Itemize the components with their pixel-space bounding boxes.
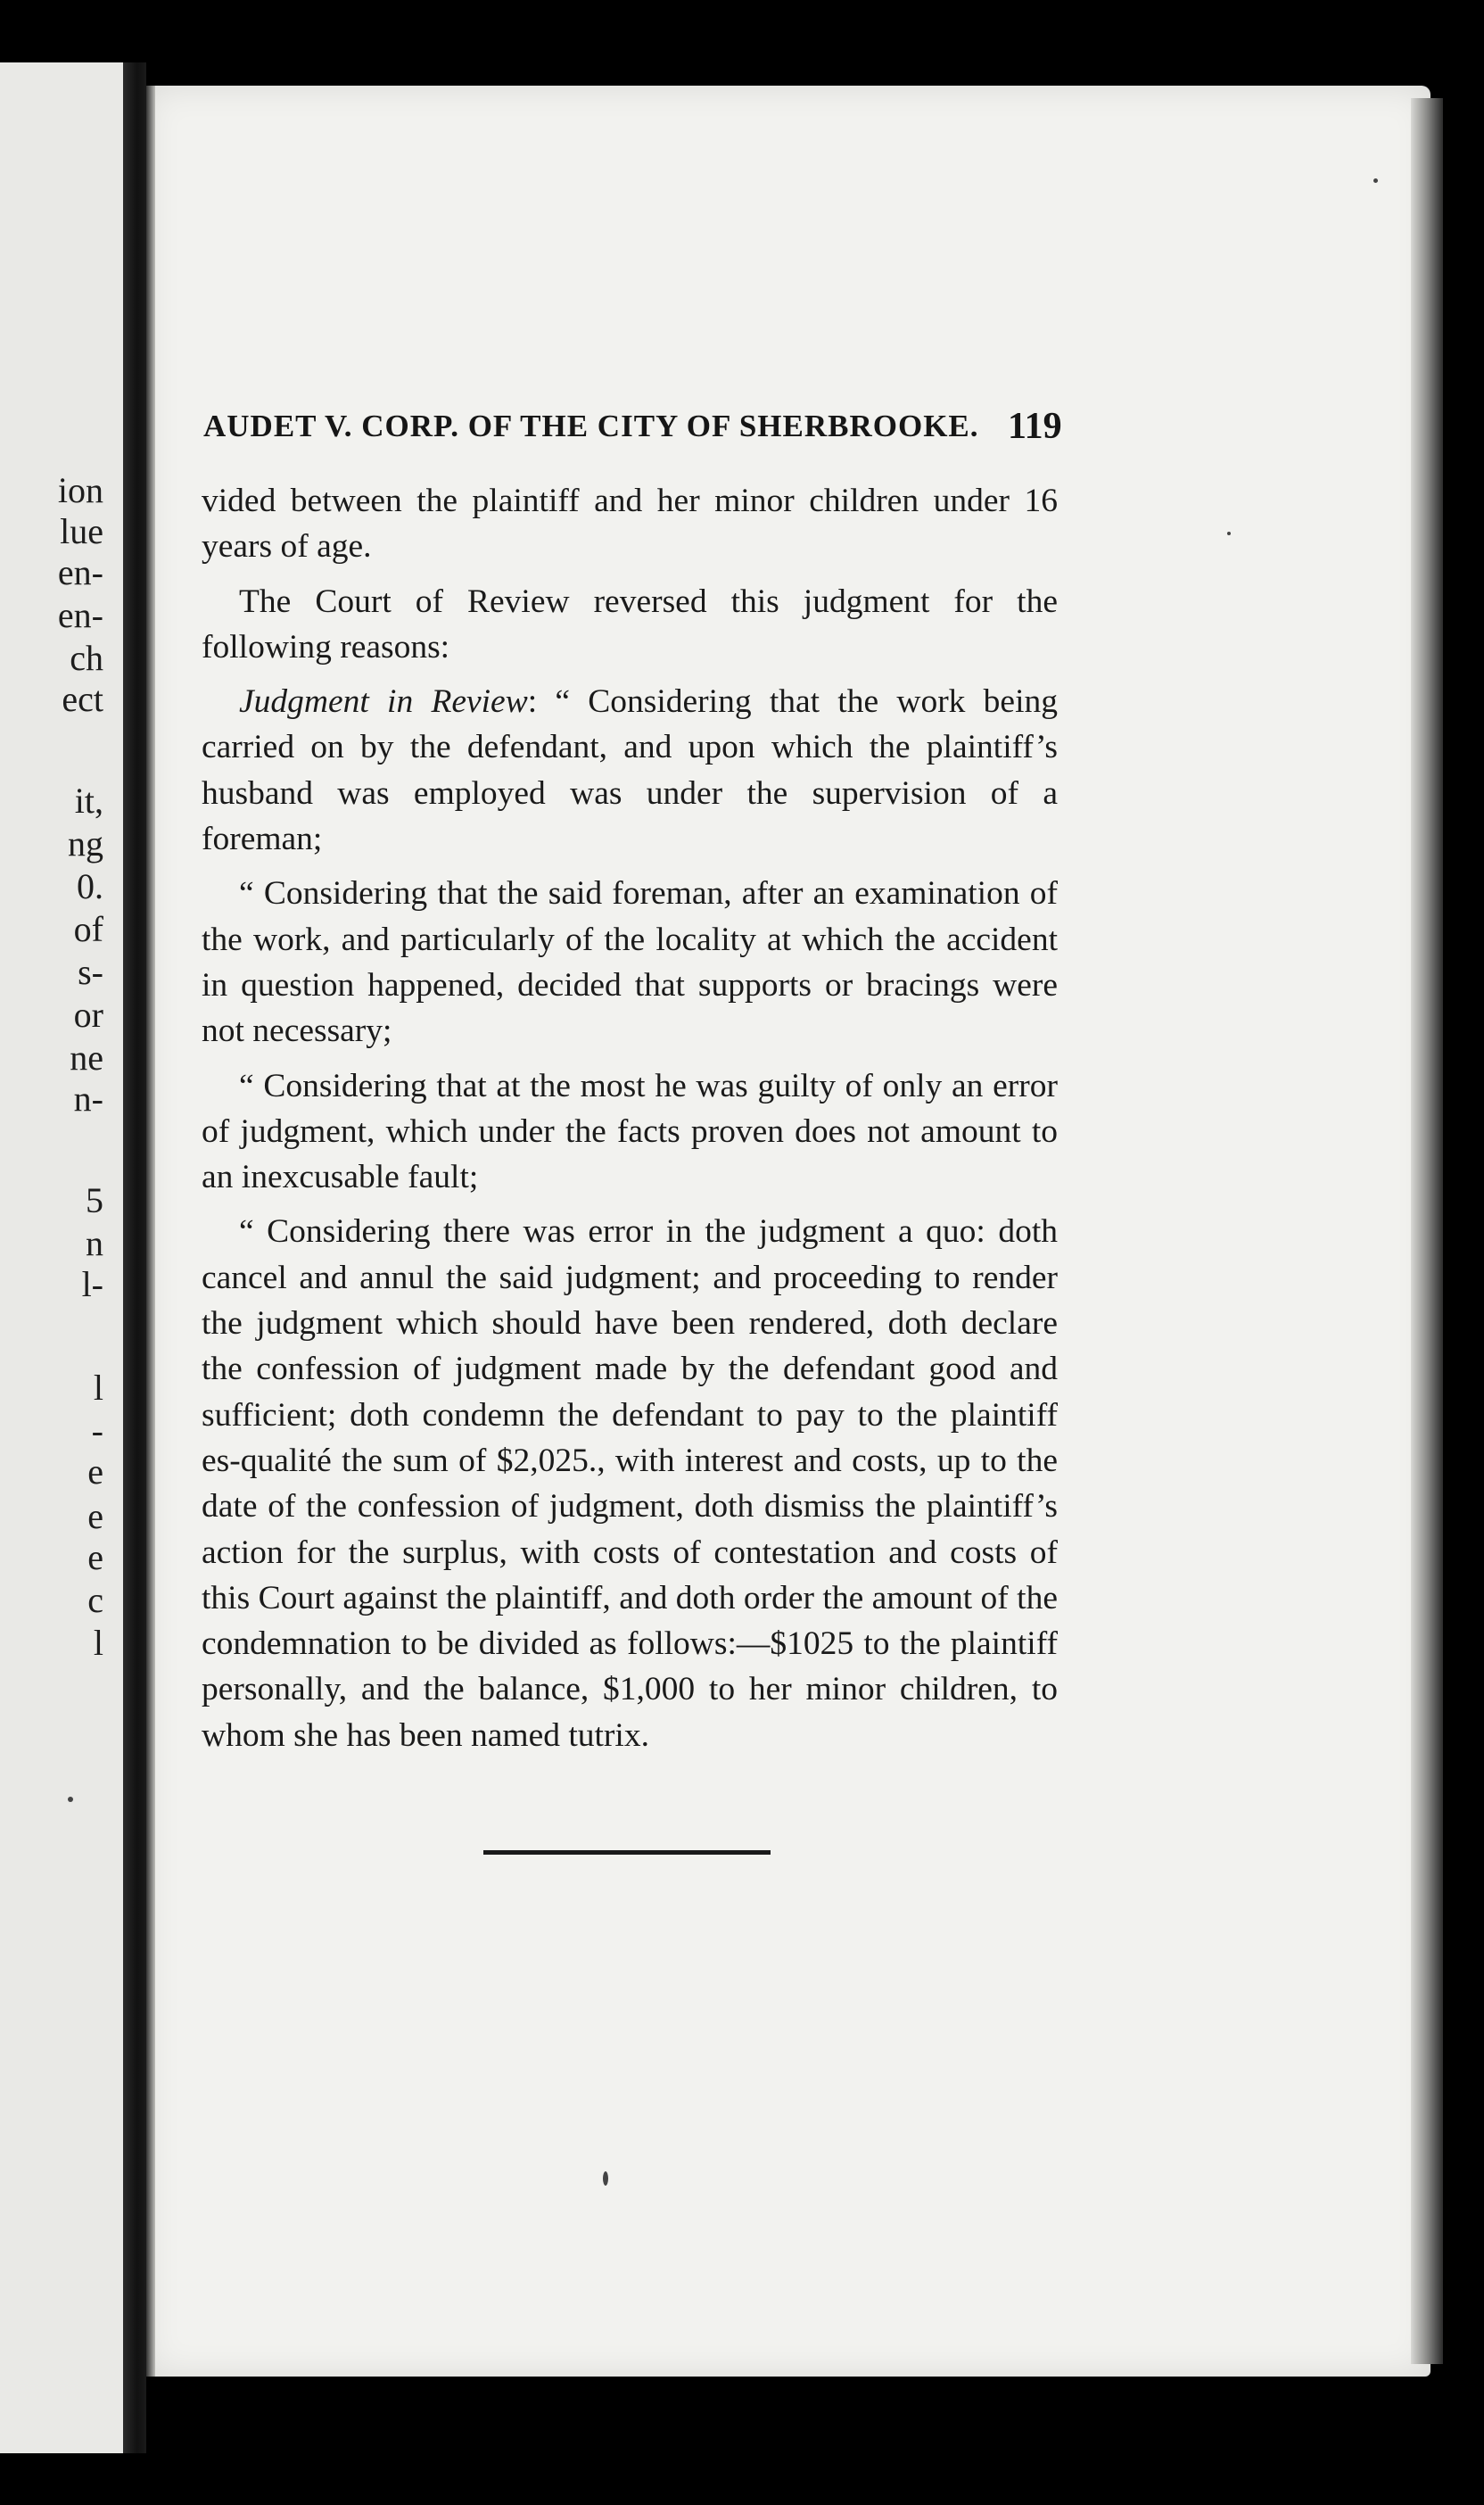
- left-facing-page: [0, 62, 123, 2453]
- scan-speck: [1227, 532, 1231, 535]
- left-page-fragment: 0.: [77, 866, 103, 906]
- end-rule: [483, 1850, 771, 1855]
- paragraph-judgment-in-review: [202, 679, 1058, 862]
- scan-speck: [1373, 178, 1378, 183]
- left-page-fragment: -: [91, 1410, 103, 1451]
- paragraph-considering-judgment: “ Considering there was error in the judgment a quo: doth cancel and annul the said judgment; and proceeding to render the judgment which should have been rendered, doth declare the confession of judgment made by the defendant good and sufficient; doth condemn the defendant to pay to the plaintiff es-qualité the sum of $2,025., with interest and costs, up to the date of the confession of judgment, doth dismiss the plaintiff’s action for the surplus, with costs of contestation and costs of this Court against the plaintiff, and doth order the amount of the condemnation to be divided as follows:—$1025 to the plaintiff personally, and the balance, $1,000 to her minor children, to whom she has been named tutrix.: [202, 1213, 1058, 1754]
- paragraph-continuation: vided between the plaintiff and her minor children under 16 years of age.: [202, 483, 1058, 566]
- scan-speck: [603, 2171, 608, 2186]
- left-page-fragment: 5: [86, 1180, 103, 1220]
- page-right-edge-shadow: [1411, 98, 1443, 2364]
- paragraph-review-intro: The Court of Review reversed this judgment for the following reasons:: [202, 583, 1058, 666]
- left-page-fragment: ect: [62, 679, 103, 719]
- left-page-fragment: l-: [81, 1264, 103, 1304]
- left-page-fragment: s-: [78, 952, 103, 992]
- left-page-fragment: ng: [68, 823, 103, 864]
- book-gutter: [123, 62, 146, 2453]
- left-page-fragment: of: [73, 909, 103, 949]
- left-page-fragment: n: [86, 1223, 103, 1263]
- left-page-fragment: ne: [70, 1038, 103, 1078]
- judgment-in-review-text: : “ Considering that the work being carried on by the defendant, and upon which the plaintiff’s husband was employed was under the supervision of a foreman;: [202, 683, 1058, 858]
- page-left-edge-shadow: [146, 86, 155, 2377]
- left-page-fragment: l: [93, 1623, 103, 1663]
- judgment-in-review-label: Judgment in Review: [239, 683, 528, 721]
- left-page-fragment: c: [87, 1580, 103, 1620]
- left-page-fragment: ch: [70, 638, 103, 678]
- left-page-fragment: it,: [74, 781, 103, 821]
- paragraph-considering-foreman: “ Considering that the said foreman, after an examination of the work, and particularly of the locality at which the accident in question happened, decided that supports or bracings were not necessary;: [202, 875, 1058, 1050]
- body-text: [202, 478, 1058, 1767]
- left-page-fragment: e: [87, 1496, 103, 1536]
- page-number: 119: [1008, 406, 1062, 447]
- running-head-title: AUDET V. CORP. OF THE CITY OF SHERBROOKE.: [203, 409, 979, 443]
- paragraph-considering-error: “ Considering that at the most he was guilty of only an error of judgment, which under the facts proven does not amount to an inexcusable fault;: [202, 1067, 1058, 1196]
- left-page-fragment: en-: [57, 552, 103, 592]
- left-page-fragment: or: [73, 995, 103, 1035]
- left-page-fragment: e: [87, 1451, 103, 1492]
- left-page-fragment: e: [87, 1537, 103, 1577]
- scan-speck: [68, 1797, 73, 1802]
- left-page-fragment: n-: [73, 1079, 103, 1119]
- left-page-fragment: l: [93, 1368, 103, 1408]
- left-page-fragment: lue: [60, 511, 103, 551]
- left-page-fragment: ion: [57, 470, 103, 510]
- left-page-fragment: en-: [57, 595, 103, 635]
